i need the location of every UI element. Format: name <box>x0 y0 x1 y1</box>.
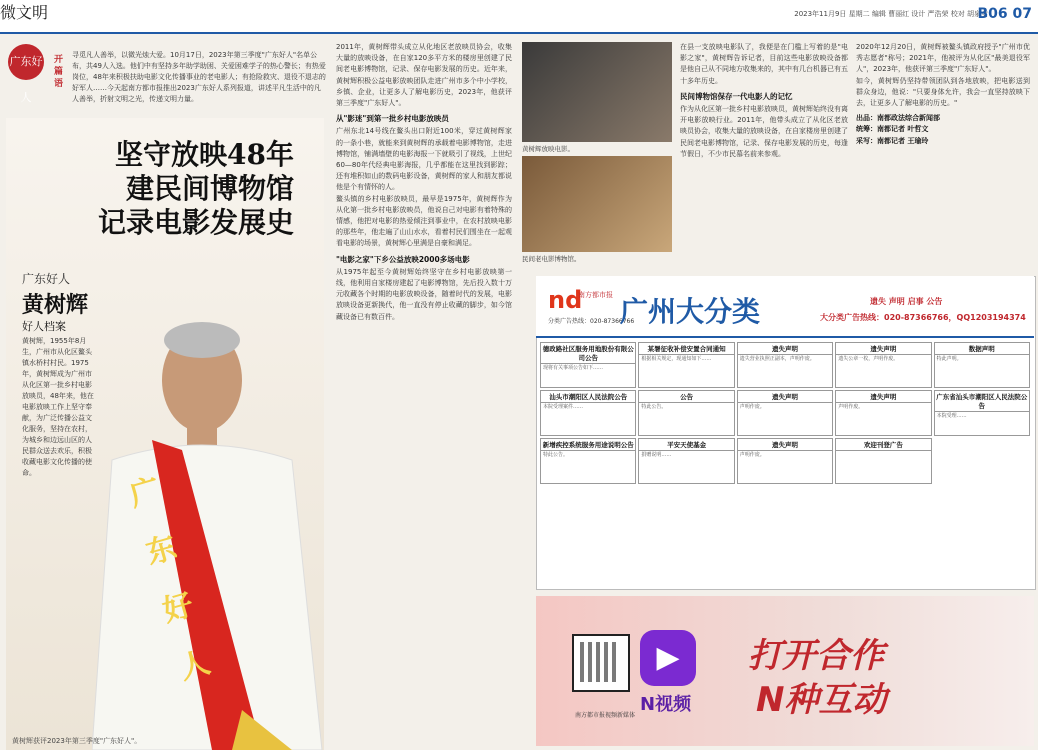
subheading: 从"影迷"到第一批乡村电影放映员 <box>336 114 449 124</box>
nd-brand-sub: 南方都市报 <box>578 291 613 299</box>
classified-ad-title: 数据声明 <box>935 343 1029 355</box>
classifieds-sub-phone: 分类广告热线：020-87366766 <box>548 318 635 325</box>
classified-ad-body <box>836 451 930 453</box>
classified-ad-title: 遗失声明 <box>836 391 930 403</box>
classified-ad-title: 德政路社区服务用地股份有限公司公告 <box>542 345 634 362</box>
subheading: 民间博物馆保存一代电影人的记忆 <box>680 91 793 101</box>
photo-museum <box>522 156 672 252</box>
qr-code[interactable] <box>572 634 630 692</box>
classified-ad-body: 捐赠说明…… <box>641 452 672 458</box>
classified-ad-title: 遗失声明 <box>738 343 832 355</box>
classified-ad-body: 现将有关事项公告如下…… <box>543 365 604 371</box>
classified-ad-title: 遗失声明 <box>836 343 930 355</box>
classified-ad <box>540 438 636 484</box>
classified-ad <box>835 390 931 436</box>
classifieds-phone: 大分类广告热线：020-87366766，QQ1203194374 <box>820 313 1026 322</box>
classified-ad <box>934 342 1030 388</box>
subheading: "电影之家"下乡公益放映2000多场电影 <box>336 254 470 264</box>
classified-ad-title: 遗失声明 <box>738 439 832 451</box>
classified-ad <box>540 342 636 388</box>
classified-ad-title: 遗失声明 <box>738 391 832 403</box>
intro-text: 寻觅凡人善举，以微光烛大爱。10月17日，2023年第三季度"广东好人"名单公布，共49人入选。他们中有坚持多年助学助困、关爱困难学子的热心警长；有热爱岗位，48年来积极扶助电影文化传播事业的老电影人；有抢险救灾、退役不退志的好军人……今天起南方都市报推出2023广东好人系列报道，讲述平凡生活中的凡人善举，折射文明之光，传递文明力量。 <box>72 51 326 103</box>
classified-ad-body: 根据相关规定，现通知如下…… <box>641 356 712 362</box>
classified-ad <box>737 438 833 484</box>
classified-ad <box>737 390 833 436</box>
article-column-3 <box>856 42 1030 272</box>
classifieds-subtitle: 遗失 声明 启事 公告 <box>870 297 943 306</box>
classified-ad <box>638 390 734 436</box>
bio-title: 好人档案 <box>22 320 66 333</box>
classified-ad <box>934 390 1030 436</box>
classified-ad-body: 特此公告。 <box>641 404 667 410</box>
person-name: 黄树辉 <box>22 293 89 318</box>
classified-ad-title: 新增疾控系统服务用途说明公告 <box>542 441 634 449</box>
classified-ad-body: 声明作废。 <box>739 404 765 410</box>
classifieds-title: 广州大分类 <box>620 295 761 328</box>
paragraph: 鳌头镇的乡村电影放映员，最早是1975年，黄树辉作为从化第一批乡村电影放映员，他说自己对电影有着特殊的情感，他把对电影的热爱倾注到事业中，在农村放映电影的那些年，他走遍了山山水水，看着村民们围坐在一起观看电影的场景，黄树辉心里满是自豪和满足。 <box>336 194 512 248</box>
classifieds-banner <box>536 276 1034 338</box>
classified-ad <box>835 438 931 484</box>
paragraph: 2020年12月20日，黄树辉被鳌头镇政府授予"广州市优秀志愿者"称号；2021年，他被评为从化区"最美退役军人"，2023年，他获评第三季度"广东好人"。 <box>856 43 1030 74</box>
classified-ad-body: 特此声明。 <box>936 356 962 362</box>
classified-ad-body: 本院受理…… <box>936 413 967 419</box>
classified-ad <box>638 438 734 484</box>
header-meta: 2023年11月9日 星期二 编辑 曹丽红 设计 严浩荣 校对 胡泉女 <box>794 10 988 18</box>
paragraph: 作为从化区第一批乡村电影放映员，黄树辉始终没有离开电影放映行业。2011年，他带头成立了从化区老放映员协会，收集大量的放映设备，在自家楼房里创建了民间老电影博物馆，记录、保存电影发展的历史，每逢节假日，不少市民慕名前来参观。 <box>680 105 848 158</box>
paragraph: 2011年，黄树辉带头成立从化地区老放映员协会，收集大量的放映设备，在自家120多平方米的楼房里创建了民间老电影博物馆，记录、保存电影发展的历史。近年来，黄树辉积极公益电影放映团队走进广州市多个中小学校，乡镇、企业，让更多人了解电影历史，2023年，他获评第三季度"广东好人"。 <box>336 43 512 108</box>
paragraph: 如今，黄树辉仍坚持带领团队到各地放映，把电影送到群众身边，他说："只要身体允许，我会一直坚持放映下去，让更多人了解电影的历史。" <box>856 76 1030 108</box>
classified-ad-body: 声明作废。 <box>739 452 765 458</box>
classified-ad-title: 公告 <box>639 391 733 403</box>
classified-ad-title: 平安天使基金 <box>639 439 733 451</box>
photo-credit: 黄树辉获评2023年第三季度"广东好人"。 <box>12 737 142 745</box>
paragraph: 在县一支放映电影队了，我便是在门槛上写着的是"电影之家"，黄树辉告诉记者，目前这些电影放映设备都是他自己从不同地方收集来的，其中有几台机器已有五十多年历史。 <box>680 43 848 85</box>
play-icon: ▶ <box>640 630 696 686</box>
classified-ad-body: 特此公告。 <box>543 452 569 458</box>
article-column-1 <box>336 42 512 323</box>
nd-logo: nd <box>548 286 583 314</box>
classified-ad-title: 某署征收补偿安置合同通知 <box>639 343 733 355</box>
classified-ad <box>737 342 833 388</box>
intro-label: 开篇语 <box>54 55 64 89</box>
guangdong-haoren-stamp: 广东好人 <box>8 44 44 80</box>
classified-ad-title: 汕头市潮阳区人民法院公告 <box>541 391 635 403</box>
section-logo: 微文明 <box>0 0 66 24</box>
classified-ad-title: 广东省汕头市潮阳区人民法院公告 <box>936 393 1028 410</box>
photo-caption-2: 民间老电影博物馆。 <box>522 255 581 263</box>
classified-ad-title: 欢迎刊登广告 <box>836 439 930 451</box>
classified-ad-body: 本院受理案件…… <box>543 404 584 410</box>
photo-projector <box>522 42 672 142</box>
bio-text: 黄树辉，1955年8月生，广州市从化区鳌头镇水桥村村民。1975年，黄树辉成为广州市从化区第一批乡村电影放映员，48年来，他在电影放映工作上坚守奉献，为广泛传播公益文化服务，坚持在农村，为城乡和边远山区的人民群众送去欢乐，积极收藏电影文化传播的使命。 <box>22 337 94 477</box>
classified-ad-body: 遗失公章一枚，声明作废。 <box>838 356 899 362</box>
classified-ad <box>638 342 734 388</box>
sash-text: 广东好人 <box>125 472 214 687</box>
photo-caption-1: 黄树辉放映电影。 <box>522 145 574 153</box>
classified-ad <box>835 342 931 388</box>
classifieds-grid <box>540 342 1030 584</box>
paragraph: 广州东北14号线在鳌头出口附近100米，穿过黄树辉家的一条小巷，就能来到黄树辉的承载着电影博物馆，走进博物馆，铺满墙壁的电影海报一下就吸引了视线，上世纪60—80年代经典电影海报，几乎都能在这里找到影踪；还有堆积如山的数码电影设备，黄树辉的家人和朋友都说他是个有情怀的人。 <box>336 127 512 192</box>
ad-headline-2: N种互动 <box>756 680 887 720</box>
hero-tag: 广东好人 <box>22 272 71 286</box>
ad-footnote: 南方都市报视频新媒体 <box>574 712 635 719</box>
page-number: B06 07 <box>977 6 1032 22</box>
ad-headline-1: 打开合作 <box>748 636 884 676</box>
staff-credits: 出品：南都政法综合新闻部 统筹：南都记者 叶哲文 采写：南都记者 王瑜玲 <box>856 114 940 145</box>
classified-ad-body: 遗失营业执照正副本，声明作废。 <box>739 356 815 362</box>
ad-brand: N视频 <box>640 694 692 715</box>
classified-ad-body: 声明作废。 <box>838 404 864 410</box>
classified-ad <box>540 390 636 436</box>
headline: 坚守放映48年 建民间博物馆 记录电影发展史 <box>97 138 294 239</box>
article-column-2 <box>680 42 848 272</box>
paragraph: 从1975年起至今黄树辉始终坚守在乡村电影放映第一线，他利用自家楼房建起了电影博物馆，先后投入数十万元收藏各个时期的电影放映设备，随着时代的发展，电影放映设备更新换代，他一直没有停止收藏的脚步，如今馆藏设备已有数百件。 <box>336 267 512 321</box>
